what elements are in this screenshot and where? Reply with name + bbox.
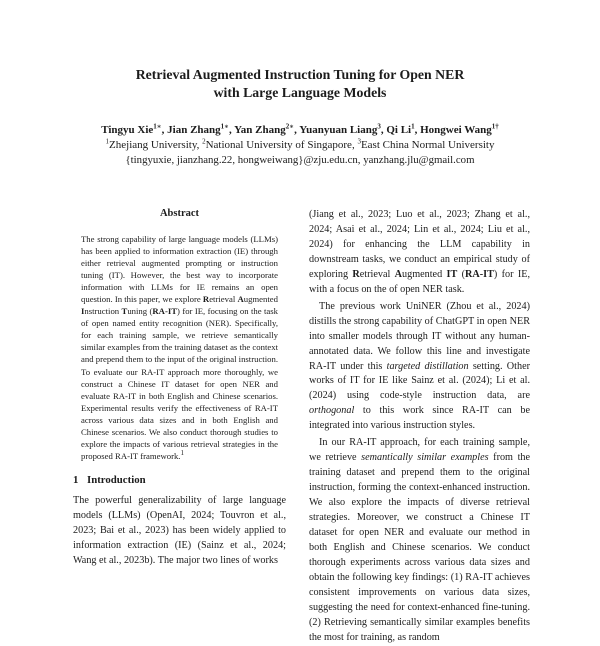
rp1-paren: ( — [457, 268, 466, 280]
affiliation: Zhejiang University — [109, 139, 197, 151]
abstract-bold-a: A — [237, 294, 244, 305]
affiliation: National University of Singapore — [205, 139, 352, 151]
rp1-acronym: RA-IT — [465, 268, 494, 280]
right-column — [309, 208, 530, 646]
rp3-italic: semantically similar examples — [361, 452, 489, 464]
rp1-text-etr: etrieval — [359, 268, 395, 280]
title-line-2: with Large Language Models — [213, 85, 387, 100]
author-superscript: 1∗ — [153, 122, 162, 131]
left-column — [73, 208, 286, 569]
rp2-text-a: The previous work UniNER (Zhou et al., 2024) distills the strong capability of ChatGPT in open NER into smaller models through IT without any human-annotated data. We follow this line and investigate RA-IT under this — [309, 300, 530, 372]
rp2-text-c: to this work since RA-IT can be integrated into various instruction styles. — [309, 405, 530, 432]
rp1-bold-it: IT — [446, 268, 458, 280]
rp3-text-a: In our RA-IT approach, for each training sample, we retrieve — [309, 437, 530, 464]
footnote-mark: 1 — [180, 448, 184, 457]
author-superscript: 1 — [411, 122, 415, 131]
right-paragraph-1 — [309, 208, 530, 298]
author-superscript: 3 — [377, 122, 381, 131]
author-superscript: 1† — [491, 122, 499, 131]
author: Hongwei Wang — [420, 124, 492, 136]
abstract-heading: Abstract — [159, 208, 200, 219]
paper-title — [0, 66, 600, 102]
right-paragraph-2 — [309, 300, 530, 435]
rp2-text-b: setting. Other works of IT for IE like Sainz et al. (2024); Li et al. (2024) using code-style instruction data, are — [309, 360, 530, 402]
abstract-bold-i: I — [81, 306, 85, 317]
rp1-text-end: ) for IE, with a focus on the of open NER task. — [309, 268, 530, 295]
author: Tingyu Xie — [101, 124, 154, 136]
abstract-text-6: ) for IE, focusing on the task of open named entity recognition (NER). Specifically, for each training sample, we retrieve semantically similar examples from the training dataset as the context and prepend them to the input of the original instruction. To evaluate our RA-IT approach more thoroughly, we construct a Chinese IT dataset for open NER and evaluate RA-IT in both English and Chinese scenarios. Experimental results verify the effectiveness of RA-IT across various data sizes and in both English and Chinese scenarios. We also conduct thorough studies to explore the impacts of various retrieval strategies in the proposed RA-IT framework. — [81, 306, 278, 461]
author: Yuanyuan Liang — [299, 124, 378, 136]
affiliation-superscript: 3 — [357, 137, 361, 146]
section-heading-introduction — [73, 474, 286, 486]
abstract-text-4: nstruction — [84, 306, 122, 317]
rp1-text-ug: ugmented — [402, 268, 447, 280]
right-paragraph-3 — [309, 436, 530, 645]
rp2-italic-2: orthogonal — [309, 405, 355, 417]
rp3-text-b: from the training dataset and prepend them to the original instruction, forming the context-enhanced instruction. We also explore the impacts of diverse retrieval strategies. Moreover, we construct a Chinese IT dataset for open NER and evaluate our method in both English and Chinese scenarios. We conduct thorough experiments across various data sizes and obtain the following key findings: (1) RA-IT achieves consistent improvements on various data sizes, suggesting the need for context-enhanced fine-tuning. (2) Retrieving semantically similar examples benefits the most for training, as random — [309, 452, 531, 643]
abstract-bold-t: T — [121, 306, 128, 317]
abstract-text-3: ugmented — [243, 294, 278, 305]
affiliations: $^1$Zhejiang University, $^2$National University of Singapore, $^3$East China Normal University — [105, 137, 495, 151]
rp1-bold-r: R — [352, 268, 360, 280]
title-line-1: Retrieval Augmented Instruction Tuning for Open NER — [135, 67, 465, 82]
abstract-acronym: RA-IT — [152, 306, 178, 317]
rp1-text: (Jiang et al., 2023; Luo et al., 2023; Zhang et al., 2024; Asai et al., 2024; Lin et al., 2024; Liu et al., 2024) for enhancing the LLM capability in downstream tasks, we conduct an empirical study of exploring — [309, 209, 530, 280]
introduction-paragraph: The powerful generalizability of large language models (LLMs) (OpenAI, 2024; Touvron et al., 2023; Bai et al., 2023) has been widely applied to information extraction (IE) (Sainz et al., 2024; Wang et al., 2023b). The major two lines of works — [73, 494, 286, 566]
rp1-bold-a: A — [394, 268, 402, 280]
author: Jian Zhang — [167, 124, 221, 136]
affiliation-superscript: 2 — [202, 137, 206, 146]
abstract-body — [81, 233, 278, 462]
rp2-italic-1: targeted distillation — [386, 360, 469, 372]
section-title: Introduction — [87, 473, 146, 486]
abstract-text-2: etrieval — [209, 294, 238, 305]
author: Qi Li — [386, 124, 412, 136]
author-list: Tingyu Xie$^{1∗}$, Jian Zhang$^{1∗}$, Yan Zhang$^{2∗}$, Yuanyuan Liang$^3$, Qi Li$^1$, Hongwei Wang$^{1\dagger}$ — [101, 122, 499, 136]
abstract-text-5: uning ( — [127, 306, 153, 317]
author-emails: {tingyuxie, jianzhang.22, hongweiwang}@zju.edu.cn, yanzhang.jlu@gmail.com — [125, 154, 475, 166]
section-number: 1 — [73, 473, 79, 486]
abstract-text-1: The strong capability of large language models (LLMs) has been applied to information extraction (IE) through either retrieval augmented prompting or instruction tuning (IT). However, the best way to incorporate information with LLMs for IE remains an open question. In this paper, we explore — [81, 234, 278, 305]
affiliation: East China Normal University — [360, 139, 495, 151]
author-superscript: 2∗ — [285, 122, 295, 131]
author: Yan Zhang — [234, 124, 286, 136]
author-superscript: 1∗ — [220, 122, 229, 131]
affiliation-superscript: 1 — [105, 137, 110, 146]
abstract-bold-r: R — [202, 294, 210, 305]
